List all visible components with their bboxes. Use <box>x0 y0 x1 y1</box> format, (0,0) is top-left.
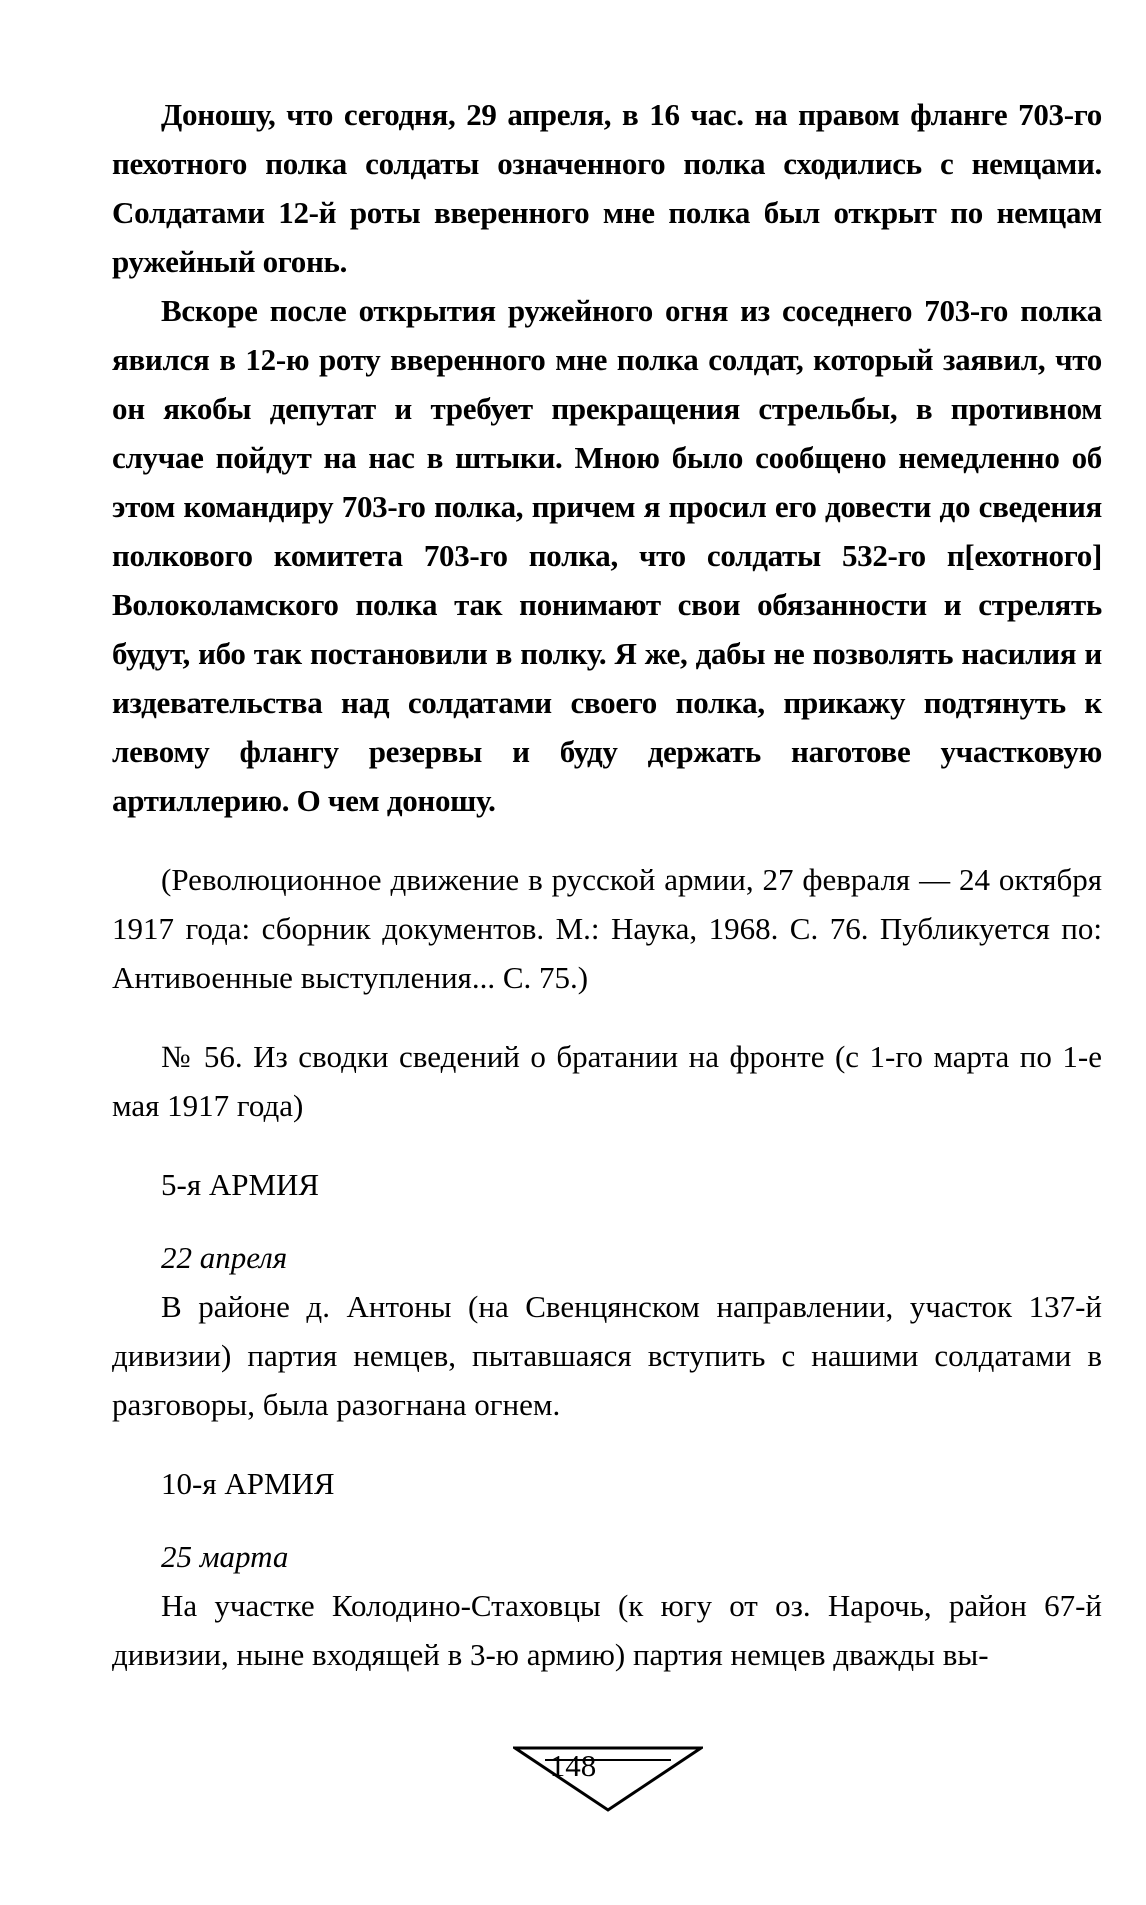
report-paragraph-1: Доношу, что сегодня, 29 апреля, в 16 час. на правом фланге 703-го пехотного полка солдаты означенного полка сходились с немцами. Солдатами 12-й роты вверенного мне полка был открыт по немцам ружейный огонь. <box>112 97 1102 279</box>
page-number: 148 <box>549 1748 597 1783</box>
entry-text-10th-army: На участке Колодино-Стаховцы (к югу от оз. Нарочь, район 67-й дивизии, ныне входящей в 3-ю армию) партия немцев дважды вы- <box>112 1588 1102 1672</box>
report-paragraph-2: Вскоре после открытия ружейного огня из соседнего 703-го полка явился в 12-ю роту вверенного мне полка солдат, который заявил, что он якобы депутат и требует прекращения стрельбы, в противном случае пойдут на нас в штыки. Мною было сообщено немедленно об этом командиру 703-го полка, причем я просил его довести до сведения полкового комитета 703-го полка, что солдаты 532-го п[ехотного] Волоколамского полка так понимают свои обязанности и стрелять будут, ибо так постановили в полку. Я же, дабы не позволять насилия и издевательства над солдатами своего полка, прикажу подтянуть к левому флангу резервы и буду держать наготове участковую артиллерию. О чем доношу. <box>112 293 1102 818</box>
entry-date-25-march: 25 марта <box>161 1539 289 1574</box>
section-title-10th-army: 10-я АРМИЯ <box>161 1466 335 1501</box>
source-citation: (Революционное движение в русской армии, 27 февраля — 24 октября 1917 года: сборник документов. М.: Наука, 1968. С. 76. Публикуется по: Антивоенные выступления... С. 75.) <box>112 862 1102 995</box>
document-heading: № 56. Из сводки сведений о братании на фронте (с 1-го марта по 1-е мая 1917 года) <box>112 1039 1102 1123</box>
section-title-5th-army: 5-я АРМИЯ <box>161 1167 320 1202</box>
entry-text-5th-army: В районе д. Антоны (на Свенцянском направлении, участок 137-й дивизии) партия немцев, пытавшаяся вступить с нашими солдатами в разговоры, была разогнана огнем. <box>112 1289 1102 1422</box>
page-content <box>112 90 1102 1679</box>
entry-date-22-april: 22 апреля <box>161 1240 288 1275</box>
